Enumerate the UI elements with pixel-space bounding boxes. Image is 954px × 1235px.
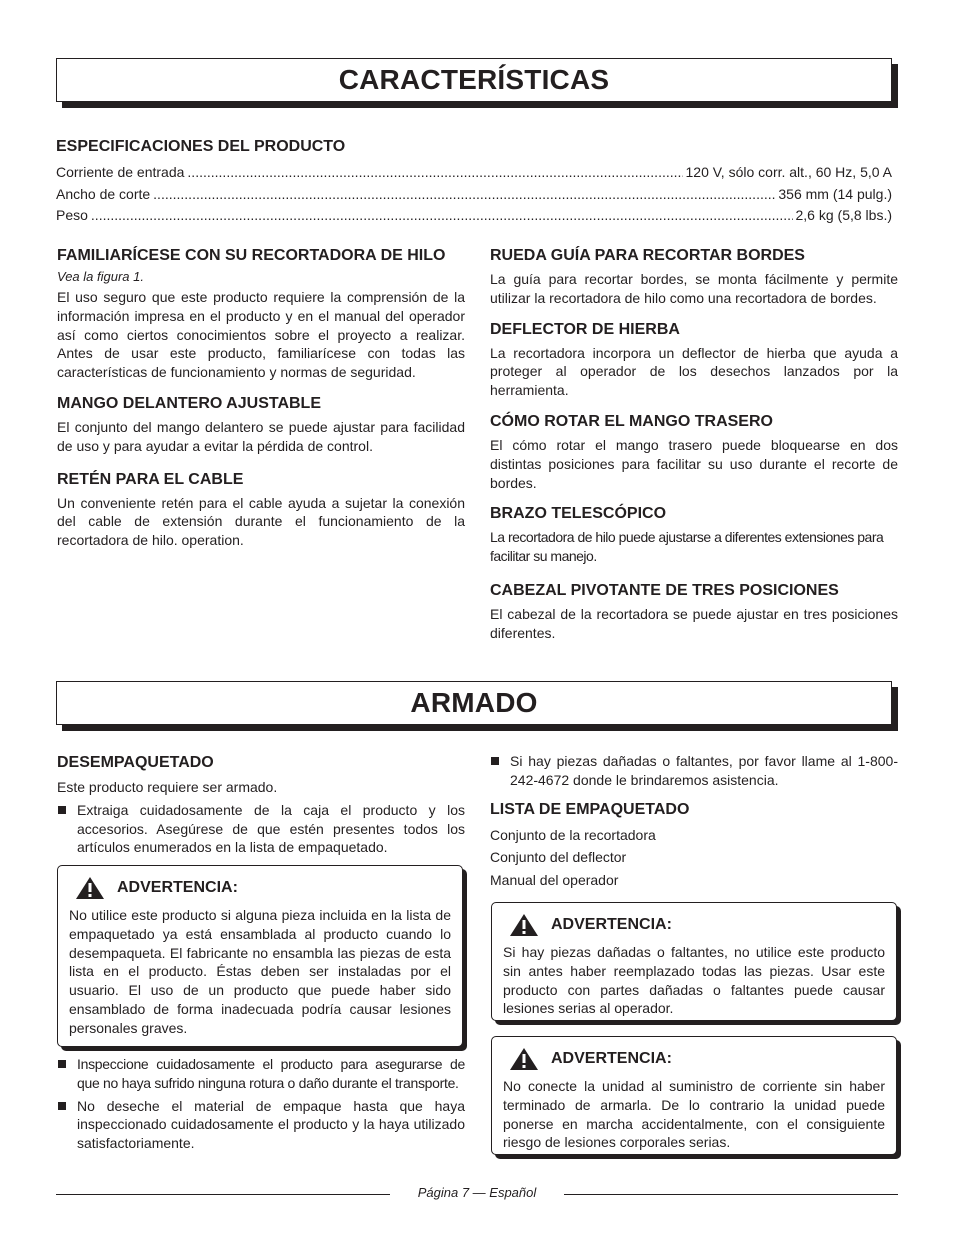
warning-body: Si hay piezas dañadas o faltantes, no utilice este producto sin antes haber reemplazado todas las piezas. Usar este producto con partes dañadas o faltantes puede causar lesiones serias al operador. [503, 944, 885, 1017]
warning-label: ADVERTENCIA: [551, 1050, 672, 1067]
rueda-guia-body: La guía para recortar bordes, se monta fácilmente y permite utilizar la recortadora de hilo como una recortadora de bordes. [490, 271, 898, 306]
features-right-column [490, 245, 898, 643]
caracteristicas-banner [56, 58, 892, 102]
spec-value: 356 mm (14 pulg.) [778, 186, 892, 202]
list-item: Manual del operador [490, 871, 619, 888]
list-item: Conjunto de la recortadora [490, 826, 656, 843]
unpacking-column [57, 752, 465, 857]
desempaquetado-intro: Este producto requiere ser armado. [57, 779, 278, 795]
square-bullet-icon [58, 806, 66, 814]
brazo-body: La recortadora de hilo puede ajustarse a diferentes extensiones para facilitar su manejo. [490, 529, 884, 565]
familiarize-heading: FAMILIARÍCESE CON SU RECORTADORA DE HILO [57, 247, 446, 264]
warning-label: ADVERTENCIA: [551, 916, 672, 933]
list-item [490, 752, 898, 790]
mango-delantero-heading: MANGO DELANTERO AJUSTABLE [57, 394, 321, 412]
desempaquetado-heading: DESEMPAQUETADO [57, 754, 214, 771]
spec-value: 2,6 kg (5,8 lbs.) [795, 207, 892, 223]
spec-leader-dots [153, 186, 775, 202]
list-item-text: Si hay piezas dañadas o faltantes, por favor llame al 1-800-242-4672 donde le brindaremos asistencia. [510, 753, 898, 788]
square-bullet-icon [491, 757, 499, 765]
specs-heading: ESPECIFICACIONES DEL PRODUCTO [56, 138, 346, 155]
familiarize-body: El uso seguro que este producto requiere la comprensión de la información impresa en el producto y en el manual del operador así como ciertos conocimientos sobre el proyecto a realizar. Antes de usar este producto, familiarícese con todas las características de funcionamiento y normas de seguridad. [57, 289, 465, 381]
warning-header [69, 876, 451, 900]
spec-leader-dots [91, 207, 793, 223]
unpacking-list [57, 801, 465, 857]
reten-cable-body: Un conveniente retén para el cable ayuda a sujetar la conexión del cable de extensión durante el funcionamiento de la recortadora de hilo. operation. [57, 494, 465, 549]
list-item [57, 801, 465, 857]
section-title-armado: ARMADO [410, 687, 538, 718]
warning-triangle-icon [509, 1047, 539, 1071]
cabezal-body: El cabezal de la recortadora se puede ajustar en tres posiciones diferentes. [490, 605, 898, 641]
cabezal-heading: CABEZAL PIVOTANTE DE TRES POSICIONES [490, 581, 839, 599]
list-item [57, 1097, 465, 1153]
list-item [57, 1055, 465, 1093]
rotar-mango-heading: CÓMO ROTAR EL MANGO TRASERO [490, 412, 773, 430]
brazo-heading: BRAZO TELESCÓPICO [490, 505, 667, 523]
deflector-heading: DEFLECTOR DE HIERBA [490, 320, 680, 338]
lista-empaquetado-heading: LISTA DE EMPAQUETADO [490, 800, 690, 818]
warning-header [503, 913, 885, 937]
list-item-text: No deseche el material de empaque hasta que haya inspeccionado cuidadosamente el producto y la haya utilizado satisfactoriamente. [77, 1097, 465, 1152]
list-item-text: Inspeccione cuidadosamente el producto para asegurarse de que no haya sufrido ninguna rotura o daño durante el transporte. [77, 1056, 465, 1091]
spec-row [56, 186, 892, 205]
packing-list [490, 824, 898, 892]
spec-row [56, 207, 892, 226]
warning-box-preassembled [57, 865, 463, 1047]
armado-banner [56, 681, 892, 725]
unpacking-list [57, 1055, 465, 1153]
square-bullet-icon [58, 1060, 66, 1068]
square-bullet-icon [58, 1102, 66, 1110]
warning-box-power-supply [491, 1036, 897, 1155]
warning-label: ADVERTENCIA: [117, 879, 238, 896]
warning-body: No utilice este producto si alguna pieza incluida en la lista de empaquetado ya está ensamblada al producto cuando lo desempaqueta. El fabricante no ensambla las piezas de esta lista en el producto. Éstas deben ser instaladas por el usuario. El uso de un producto que puede haber sido ensamblado de forma inadecuada podría causar lesiones personales graves. [69, 907, 451, 1036]
warning-box-damaged-parts [491, 902, 897, 1021]
spec-leader-dots [187, 164, 682, 180]
section-title-caracteristicas: CARACTERÍSTICAS [338, 64, 610, 95]
spec-value: 120 V, sólo corr. alt., 60 Hz, 5,0 A [685, 164, 892, 180]
list-item: Conjunto del deflector [490, 849, 627, 866]
warning-header [503, 1047, 885, 1071]
list-item-text: Extraiga cuidadosamente de la caja el producto y los accesorios. Asegúrese de que estén presentes todos los artículos enumerados en la lista de empaquetado. [77, 801, 465, 856]
spec-label: Peso [56, 207, 88, 223]
deflector-body: La recortadora incorpora un deflector de hierba que ayuda a proteger al operador de los desechos lanzados por la herramienta. [490, 344, 898, 399]
mango-delantero-body: El conjunto del mango delantero se puede ajustar para facilidad de uso y para ayudar a evitar la pérdida de control. [57, 418, 465, 454]
warning-triangle-icon [75, 876, 105, 900]
packing-column [490, 752, 898, 891]
reten-cable-heading: RETÉN PARA EL CABLE [57, 470, 244, 488]
page-footer: Página 7 — Español [417, 1185, 537, 1200]
unpacking-column-continued [57, 1055, 465, 1153]
spec-row [56, 164, 892, 183]
warning-triangle-icon [509, 913, 539, 937]
spec-label: Ancho de corte [56, 186, 151, 202]
spec-label: Corriente de entrada [56, 164, 185, 180]
features-left-column [57, 244, 465, 550]
missing-parts-list [490, 752, 898, 790]
rotar-mango-body: El cómo rotar el mango trasero puede bloquearse en dos distintas posiciones para facilitar su uso durante el recorte de bordes. [490, 436, 898, 491]
warning-body: No conecte la unidad al suministro de corriente sin haber terminado de armarla. De lo contrario la unidad puede ponerse en marcha accidentalmente, con el consiguiente riesgo de lesiones corporales serias. [503, 1078, 885, 1151]
rueda-guia-heading: RUEDA GUÍA PARA RECORTAR BORDES [490, 247, 805, 264]
figure-reference: Vea la figura 1. [57, 269, 144, 284]
